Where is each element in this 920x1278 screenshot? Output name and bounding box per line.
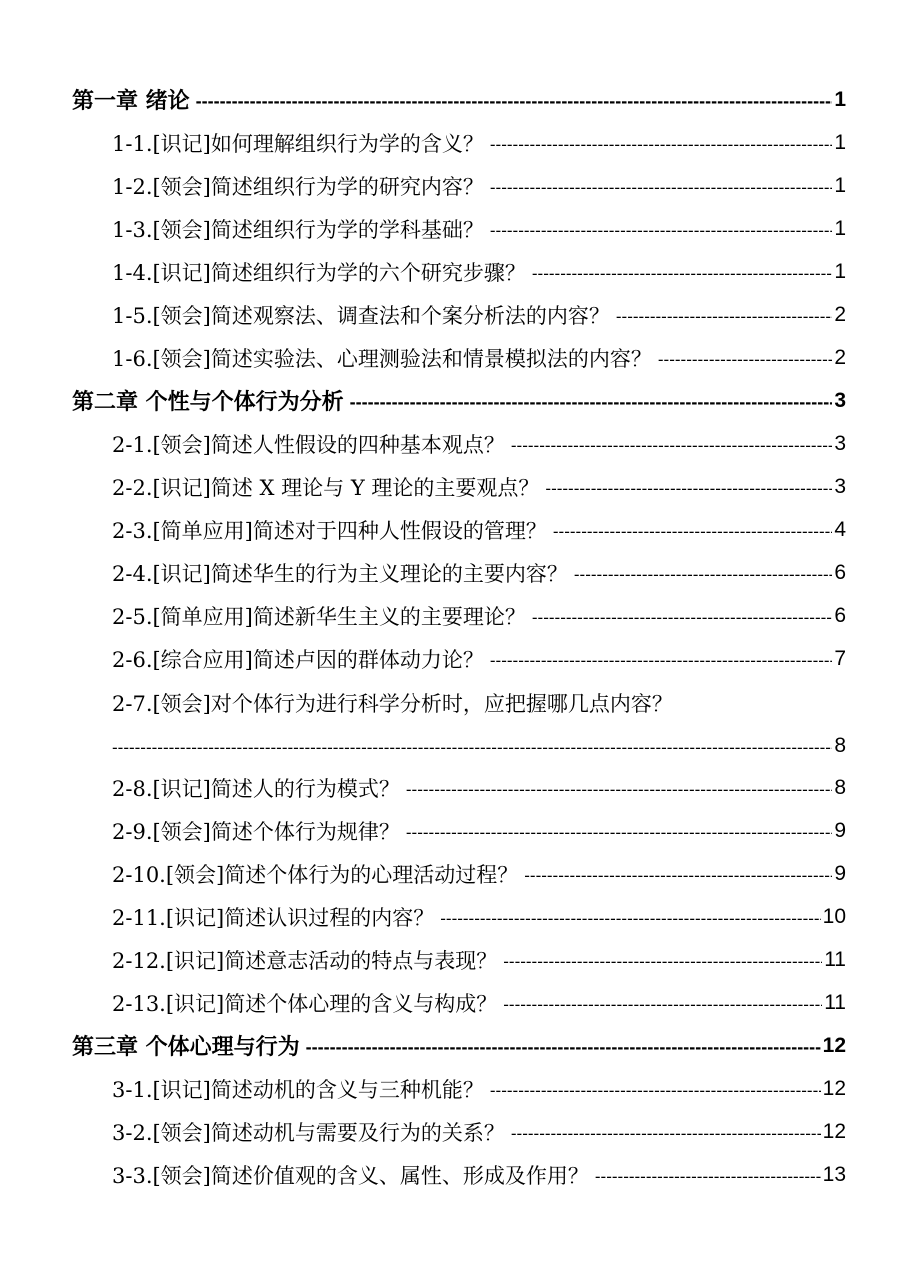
toc-page-number: 3 bbox=[834, 474, 846, 498]
toc-page-number: 8 bbox=[834, 734, 846, 757]
dot-leader bbox=[112, 738, 832, 758]
toc-item-title: 2-7.[领会]对个体行为进行科学分析时，应把握哪几点内容？ bbox=[112, 692, 673, 716]
toc-page-number: 12 bbox=[822, 1119, 846, 1143]
toc-page-number: 2 bbox=[834, 345, 846, 369]
toc-page-number: 1 bbox=[834, 130, 846, 154]
toc-item-title: 2-3.[简单应用]简述对于四种人性假设的管理？ bbox=[112, 518, 547, 543]
toc-page-number: 6 bbox=[834, 603, 846, 627]
dot-leader bbox=[532, 608, 832, 628]
toc-page-number: 12 bbox=[822, 1076, 846, 1100]
dot-leader bbox=[490, 178, 832, 198]
dot-leader bbox=[574, 565, 832, 585]
toc-item[interactable] bbox=[0, 164, 920, 207]
toc-page-number: 11 bbox=[824, 947, 846, 971]
dot-leader bbox=[306, 1037, 821, 1058]
toc-page-number: 4 bbox=[834, 517, 846, 541]
toc-item[interactable] bbox=[0, 637, 920, 680]
toc-chapter-title: 第二章 个性与个体行为分析 bbox=[72, 390, 344, 415]
dot-leader bbox=[490, 651, 832, 671]
toc-item-title: 2-11.[识记]简述认识过程的内容？ bbox=[112, 905, 435, 930]
toc-item-title: 2-10.[领会]简述个体行为的心理活动过程？ bbox=[112, 862, 519, 887]
dot-leader bbox=[511, 1124, 821, 1144]
toc-page-number: 1 bbox=[834, 259, 846, 283]
dot-leader bbox=[440, 909, 820, 929]
dot-leader bbox=[503, 995, 822, 1015]
toc-item-title: 3-2.[领会]简述动机与需要及行为的关系？ bbox=[112, 1120, 505, 1145]
toc-item[interactable] bbox=[0, 766, 920, 809]
dot-leader bbox=[196, 91, 833, 112]
toc-item-title: 3-3.[领会]简述价值观的含义、属性、形成及作用？ bbox=[112, 1163, 589, 1188]
toc-item[interactable] bbox=[0, 293, 920, 336]
toc-item[interactable] bbox=[0, 809, 920, 852]
dot-leader bbox=[595, 1167, 821, 1187]
dot-leader bbox=[350, 392, 833, 413]
toc-item[interactable] bbox=[0, 508, 920, 551]
toc-page-number: 12 bbox=[822, 1033, 846, 1057]
toc-item-title: 1-5.[领会]简述观察法、调查法和个案分析法的内容？ bbox=[112, 303, 610, 328]
toc-item[interactable] bbox=[0, 465, 920, 508]
toc-item-title: 1-3.[领会]简述组织行为学的学科基础？ bbox=[112, 217, 484, 242]
toc-item-title: 3-1.[识记]简述动机的含义与三种机能？ bbox=[112, 1077, 484, 1102]
toc-page-number: 1 bbox=[834, 216, 846, 240]
toc-item[interactable] bbox=[0, 981, 920, 1024]
toc-page-number: 8 bbox=[834, 775, 846, 799]
dot-leader bbox=[503, 952, 822, 972]
toc-page-number: 6 bbox=[834, 560, 846, 584]
dot-leader bbox=[406, 780, 832, 800]
toc-item-title: 2-4.[识记]简述华生的行为主义理论的主要内容？ bbox=[112, 561, 568, 586]
toc-page-number: 3 bbox=[834, 431, 846, 455]
dot-leader bbox=[553, 522, 832, 542]
toc-item-title: 2-1.[领会]简述人性假设的四种基本观点？ bbox=[112, 432, 505, 457]
toc-item-title: 2-6.[综合应用]简述卢因的群体动力论？ bbox=[112, 647, 484, 672]
dot-leader bbox=[616, 307, 832, 327]
toc-item[interactable] bbox=[0, 207, 920, 250]
toc-chapter-title: 第一章 绪论 bbox=[72, 89, 190, 114]
toc-item[interactable] bbox=[0, 938, 920, 981]
toc-item-continuation[interactable] bbox=[0, 726, 920, 766]
toc-chapter[interactable] bbox=[0, 78, 920, 121]
toc-item[interactable] bbox=[0, 594, 920, 637]
toc-page-number: 3 bbox=[834, 388, 846, 412]
toc-item-title: 2-9.[领会]简述个体行为规律？ bbox=[112, 819, 400, 844]
toc-chapter-title: 第三章 个体心理与行为 bbox=[72, 1035, 300, 1060]
dot-leader bbox=[406, 823, 832, 843]
dot-leader bbox=[490, 135, 832, 155]
toc-item-title: 2-2.[识记]简述 X 理论与 Y 理论的主要观点？ bbox=[112, 475, 540, 500]
toc-page-number: 9 bbox=[834, 861, 846, 885]
toc-item-title: 2-5.[简单应用]简述新华生主义的主要理论？ bbox=[112, 604, 526, 629]
toc-page-number: 2 bbox=[834, 302, 846, 326]
toc-item-title: 2-13.[识记]简述个体心理的含义与构成？ bbox=[112, 991, 498, 1016]
toc-item[interactable] bbox=[0, 680, 920, 726]
dot-leader bbox=[490, 221, 832, 241]
dot-leader bbox=[511, 436, 832, 456]
toc-item-title: 2-12.[识记]简述意志活动的特点与表现？ bbox=[112, 948, 498, 973]
toc-item[interactable] bbox=[0, 852, 920, 895]
toc-item-title: 1-2.[领会]简述组织行为学的研究内容？ bbox=[112, 174, 484, 199]
toc-item[interactable] bbox=[0, 121, 920, 164]
toc-item-title: 2-8.[识记]简述人的行为模式？ bbox=[112, 776, 400, 801]
toc-page-number: 1 bbox=[834, 87, 846, 111]
toc-item[interactable] bbox=[0, 250, 920, 293]
dot-leader bbox=[490, 1081, 821, 1101]
toc-page-number: 7 bbox=[834, 646, 846, 670]
toc-page-number: 11 bbox=[824, 990, 846, 1014]
toc-page-number: 9 bbox=[834, 818, 846, 842]
dot-leader bbox=[532, 264, 832, 284]
toc-item[interactable] bbox=[0, 336, 920, 379]
toc-chapter[interactable] bbox=[0, 379, 920, 422]
toc-item[interactable] bbox=[0, 895, 920, 938]
toc-item[interactable] bbox=[0, 422, 920, 465]
toc-item-title: 1-4.[识记]简述组织行为学的六个研究步骤？ bbox=[112, 260, 526, 285]
toc-item[interactable] bbox=[0, 1110, 920, 1153]
toc-item[interactable] bbox=[0, 1067, 920, 1110]
toc-page-number: 10 bbox=[822, 904, 846, 928]
toc-item[interactable] bbox=[0, 1153, 920, 1196]
toc-chapter[interactable] bbox=[0, 1024, 920, 1067]
toc-item[interactable] bbox=[0, 551, 920, 594]
toc-page-number: 13 bbox=[822, 1162, 846, 1186]
table-of-contents bbox=[0, 78, 920, 1196]
toc-page-number: 1 bbox=[834, 173, 846, 197]
dot-leader bbox=[545, 479, 832, 499]
dot-leader bbox=[524, 866, 832, 886]
dot-leader bbox=[658, 350, 832, 370]
toc-item-title: 1-6.[领会]简述实验法、心理测验法和情景模拟法的内容？ bbox=[112, 346, 652, 371]
toc-item-title: 1-1.[识记]如何理解组织行为学的含义？ bbox=[112, 131, 484, 156]
